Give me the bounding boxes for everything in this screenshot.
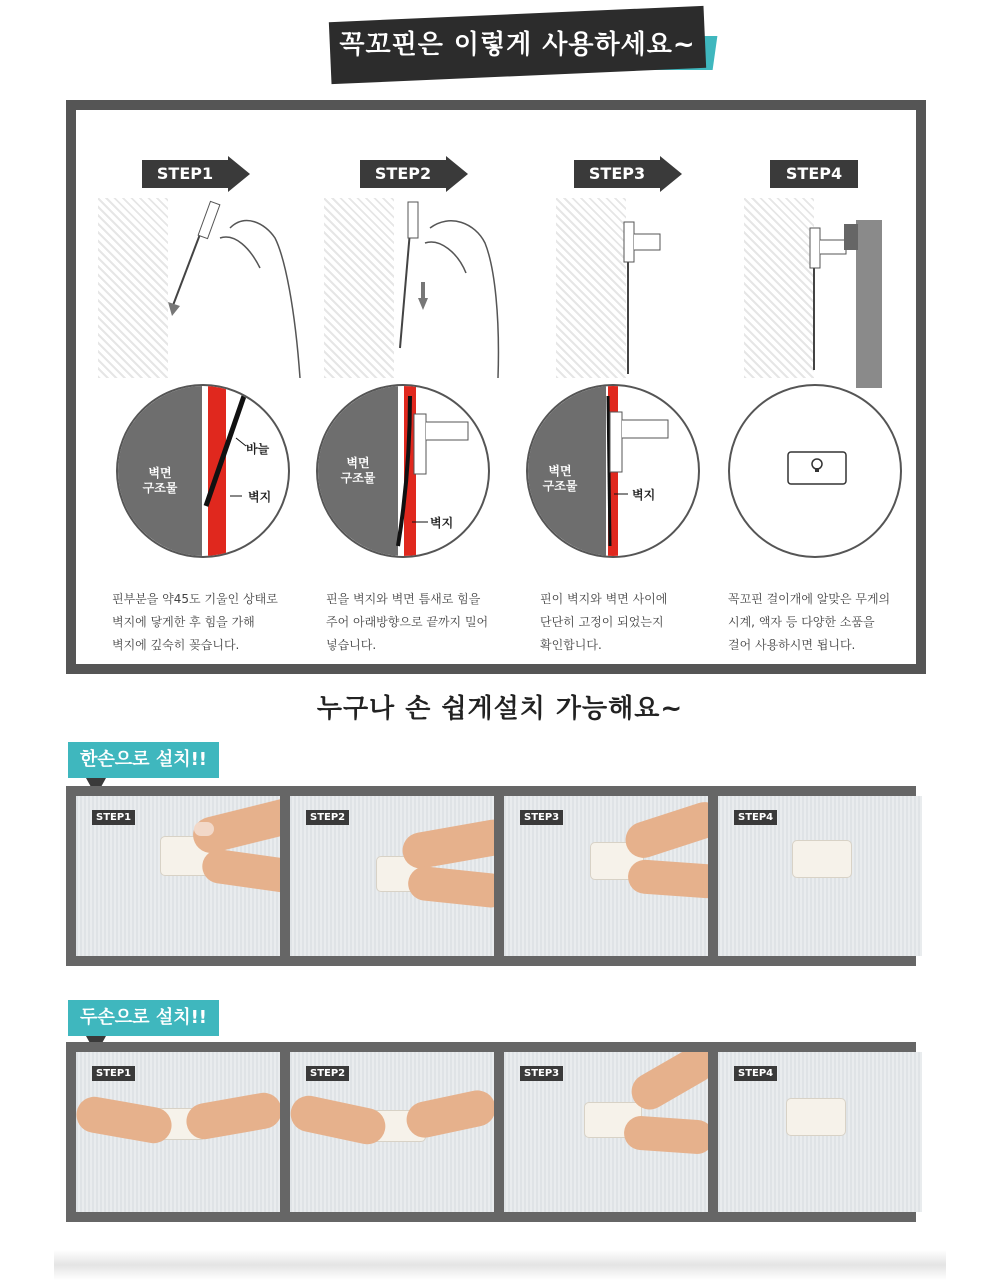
photo-step-label: STEP3: [520, 1066, 563, 1081]
step4-frame-illustration: [806, 210, 896, 400]
step3-wall-hatch: [556, 198, 626, 378]
two-hand-photo-strip: [66, 1042, 916, 1222]
step2-wall-label-2: 구조물: [340, 471, 376, 485]
step3-pin-illustration: [620, 214, 680, 384]
one-hand-photo-step1: [76, 796, 280, 956]
step2-arrow-icon: [446, 156, 468, 192]
step3-arrow-icon: [660, 156, 682, 192]
photo-step-label: STEP4: [734, 810, 777, 825]
bottom-divider: [54, 1250, 946, 1280]
photo-step-label: STEP2: [306, 810, 349, 825]
photo-step-label: STEP1: [92, 1066, 135, 1081]
step2-hand-pin-illustration: [380, 198, 520, 398]
step3-label: STEP3: [574, 160, 660, 188]
step1-wall-label: 벽면: [148, 466, 172, 480]
step2-header: [360, 156, 470, 192]
step1-paper-label: 벽지: [248, 490, 272, 504]
two-hand-tag: 두손으로 설치!!: [68, 1000, 219, 1036]
step3-description: 핀이 벽지와 벽면 사이에 단단히 고정이 되었는지 확인합니다.: [540, 592, 668, 652]
step4-wall-hatch: [744, 198, 814, 378]
step1-wall-label-2: 구조물: [142, 481, 178, 495]
step3-paper-label: 벽지: [632, 488, 656, 502]
two-hand-photo-step2: [290, 1052, 494, 1212]
one-hand-tag: 한손으로 설치!!: [68, 742, 219, 778]
step4-description: 꼭꼬핀 걸이개에 알맞은 무게의 시계, 액자 등 다양한 소품을 걸어 사용하시면 됩니다.: [728, 592, 891, 652]
one-hand-photo-strip: [66, 786, 916, 966]
one-hand-photo-step3: [504, 796, 708, 956]
easy-install-heading: 누구나 손 쉽게설치 가능해요~: [316, 694, 684, 724]
banner-title: 꼭꼬핀은 이렇게 사용하세요~: [339, 30, 696, 60]
step1-header: [142, 156, 252, 192]
step4-hanger-back-icon: [730, 386, 900, 556]
two-hand-photo-step3: [504, 1052, 708, 1212]
photo-step-label: STEP2: [306, 1066, 349, 1081]
one-hand-photo-step4: [718, 796, 922, 956]
install-guide-inner: [76, 110, 916, 664]
two-hand-photo-step4: [718, 1052, 922, 1212]
step3-wall-label: 벽면: [548, 464, 572, 478]
step1-hand-pin-illustration: [150, 198, 310, 398]
step2-wall-label: 벽면: [346, 456, 370, 470]
step3-header: [574, 156, 684, 192]
two-hand-photo-step1: [76, 1052, 280, 1212]
top-banner: [330, 8, 715, 76]
step2-description: 핀을 벽지와 벽면 틈새로 힘을 주어 아래방향으로 끝까지 밀어 넣습니다.: [326, 592, 489, 652]
step4-label: STEP4: [770, 160, 858, 188]
step1-needle-label: 바늘: [246, 442, 270, 456]
step3-wall-label-2: 구조물: [542, 479, 578, 493]
photo-step-label: STEP4: [734, 1066, 777, 1081]
one-hand-photo-step2: [290, 796, 494, 956]
step2-label: STEP2: [360, 160, 446, 188]
step1-label: STEP1: [142, 160, 228, 188]
install-guide-panel: [66, 100, 926, 674]
step4-header: [770, 156, 860, 192]
step2-detail-circle: [316, 384, 490, 558]
step1-detail-circle: [116, 384, 290, 558]
step1-description: 핀부분을 약45도 기울인 상태로 벽지에 닿게한 후 힘을 가해 벽지에 깊숙히 꽂습니다.: [112, 592, 278, 652]
step4-detail-circle: [728, 384, 902, 558]
step1-arrow-icon: [228, 156, 250, 192]
step2-paper-label: 벽지: [430, 516, 454, 530]
step3-detail-circle: [526, 384, 700, 558]
photo-step-label: STEP3: [520, 810, 563, 825]
photo-step-label: STEP1: [92, 810, 135, 825]
